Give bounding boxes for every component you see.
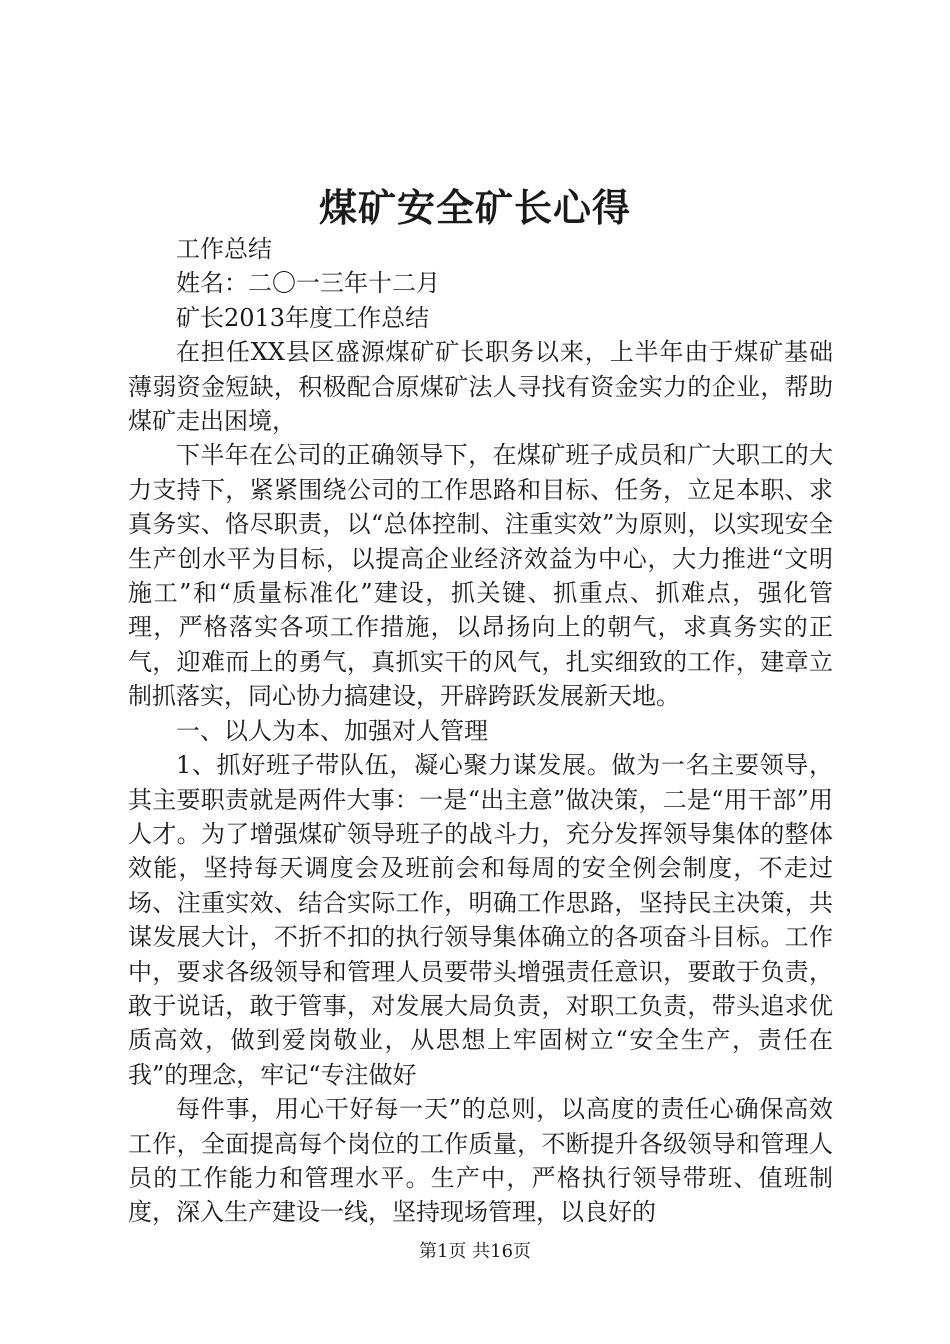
section-heading: 一、以人为本、加强对人管理 [176,716,488,745]
paragraph: 工作总结 [176,235,272,263]
paragraph: 每件事，用心干好每一天”的总则，以高度的责任心确保高效工作，全面提高每个岗位的工作质量，不断提升各级领导和管理人员的工作能力和管理水平。生产中，严格执行领导带班、值班制度，深入生产建设一线，坚持现场管理，以良好的 [128,1095,833,1227]
paragraph: 姓名：二〇一三年十二月 [176,269,440,298]
paragraph: 矿长2013年度工作总结 [176,303,430,332]
document-body [128,232,833,1230]
page-footer: 第1页 共16页 [418,1241,532,1262]
paragraph: 下半年在公司的正确领导下，在煤矿班子成员和广大职工的大力支持下，紧紧围绕公司的工作思路和目标、任务，立足本职、求真务实、恪尽职责，以“总体控制、注重实效”为原则，以实现安全生产创水平为目标，以提高企业经济效益为中心，大力推进“文明施工”和“质量标准化”建设，抓关键、抓重点、抓难点，强化管理，严格落实各项工作措施，以昂扬向上的朝气，求真务实的正气，迎难而上的勇气，真抓实干的风气，扎实细致的工作，建章立制抓落实，同心协力搞建设，开辟跨跃发展新天地。 [128,441,833,711]
paragraph: 1、抓好班子带队伍，凝心聚力谋发展。做为一名主要领导，其主要职责就是两件大事：一是“出主意”做决策，二是“用干部”用人才。为了增强煤矿领导班子的战斗力，充分发挥领导集体的整体效能，坚持每天调度会及班前会和每周的安全例会制度，不走过场、注重实效、结合实际工作，明确工作思路，坚持民主决策，共谋发展大计，不折不扣的执行领导集体确立的各项奋斗目标。工作中，要求各级领导和管理人员要带头增强责任意识，要敢于负责，敢于说话，敢于管事，对发展大局负责，对职工负责，带头追求优质高效，做到爱岗敬业，从思想上牢固树立“安全生产，责任在我”的理念，牢记“专注做好 [128,751,833,1089]
paragraph: 在担任XX县区盛源煤矿矿长职务以来，上半年由于煤矿基础薄弱资金短缺，积极配合原煤矿法人寻找有资金实力的企业，帮助煤矿走出困境， [128,338,833,436]
document-title: 煤矿安全矿长心得 [318,185,631,230]
